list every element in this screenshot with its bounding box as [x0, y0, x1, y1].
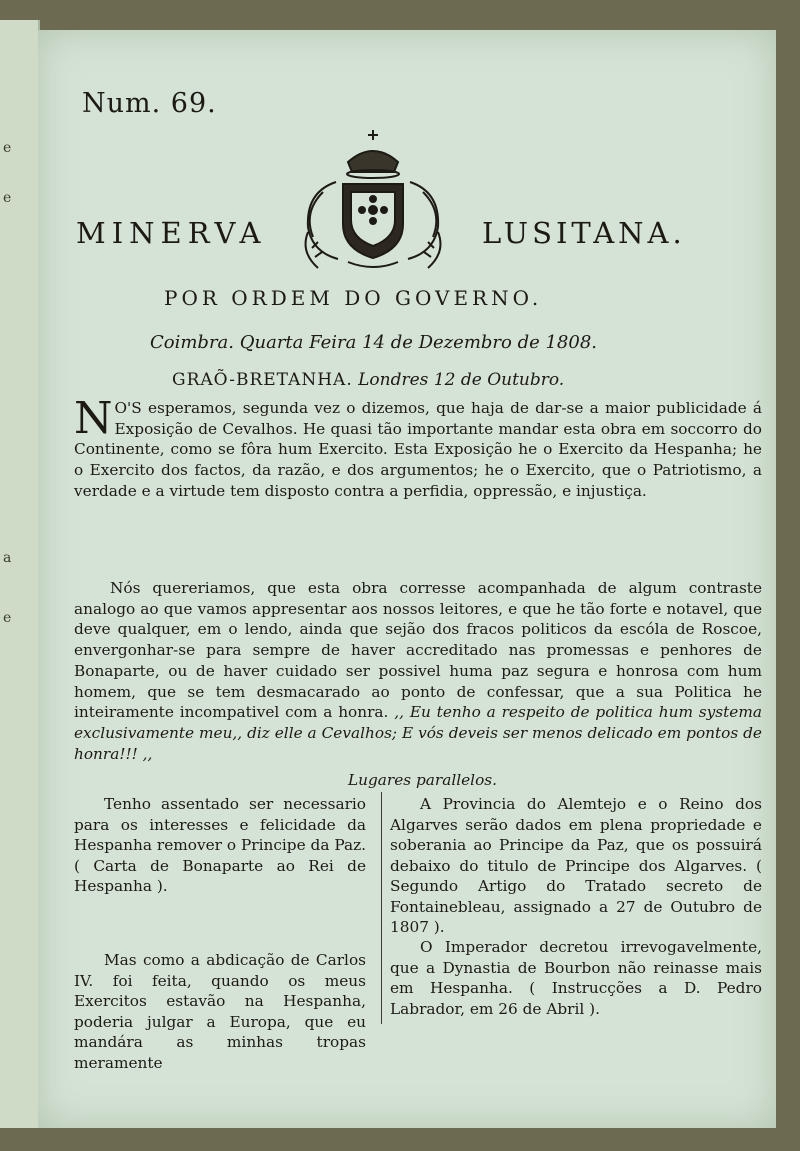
facing-page-fragment: e: [3, 140, 12, 156]
facing-page-edge: [0, 20, 40, 1128]
right-column-paragraph-1: A Provincia do Alemtejo e o Reino dos Algarves serão dados em plena propriedade e soberania ao Principe da Paz, que os possuirá debaixo do titulo de Principe dos Algarves. ( Segundo Artigo do Tratado secreto de Fontainebleau, assignado a 27 de Outubro de 1807 ).: [390, 795, 762, 936]
masthead-title-right: LUSITANA.: [482, 216, 686, 250]
drop-cap: N: [74, 393, 113, 444]
left-column-paragraph-1: Tenho assentado ser necessario para os interesses e felicidade da Hespanha remover o Principe da Paz. ( Carta de Bonaparte ao Rei de Hespanha ).: [74, 795, 366, 895]
paragraph-1-text: O'S esperamos, segunda vez o dizemos, que haja de dar-se a maior publicidade á Exposição de Cevalhos. He quasi tão importante mandar esta obra em soccorro do Continente, como se fôra hum Exercito. Esta Exposição he o Exercito da Hespanha; he o Exercito dos factos, da razão, e dos argumentos; he o Exercito, que o Patriotismo, a verdade e a virtude tem disposto contra a perfidia, oppressão, e injustiça.: [74, 399, 762, 500]
paragraph-2-text: Nós quereriamos, que esta obra corresse acompanhada de algum contraste analogo ao que vamos appresentar aos nossos leitores, e que he tão forte e notavel, que deve qualquer, em o lendo, ainda que sejão dos fracos politicos da escóla de Roscoe, envergonhar-se para sempre de haver accreditado nas promessas e penhores de Bonaparte, ou de haver cuidado ser possivel huma paz segura e honrosa com hum homem, que se tem desmacarado ao ponto de confessar, que a sua Politica he inteiramente incompativel com a honra.: [74, 579, 762, 722]
parallels-heading: Lugares parallelos.: [348, 771, 497, 789]
facing-page-fragment: e: [3, 610, 12, 626]
section-place-date: Londres 12 de Outubro.: [358, 370, 565, 390]
facing-page-fragment: a: [3, 550, 12, 566]
facing-page-fragment: e: [3, 190, 12, 206]
section-heading: [172, 370, 564, 390]
issue-number: Num. 69.: [82, 88, 217, 119]
masthead-subtitle: POR ORDEM DO GOVERNO.: [164, 286, 543, 310]
masthead-title-left: MINERVA: [76, 216, 267, 250]
left-column-paragraph-2: Mas como a abdicação de Carlos IV. foi feita, quando os meus Exercitos estavão na Hespanha, poderia julgar a Europa, que eu mandára as minhas tropas meramente: [74, 951, 366, 1072]
paragraph-2-quote: ,, Eu tenho a respeito de politica hum systema exclusivamente meu,, diz elle a Cevalhos; E vós deveis ser menos delicado em pontos de honra!!! ,,: [74, 703, 762, 763]
article-paragraph-2: [74, 578, 762, 764]
royal-coat-of-arms-icon: [278, 122, 468, 272]
dateline: Coimbra. Quarta Feira 14 de Dezembro de 1808.: [150, 332, 598, 353]
newspaper-page: [38, 30, 776, 1128]
section-country: GRAÕ-BRETANHA.: [172, 370, 353, 390]
column-divider: [381, 792, 382, 1024]
right-column-paragraph-2: O Imperador decretou irrevogavelmente, que a Dynastia de Bourbon não reinasse mais em Hespanha. ( Instrucções a D. Pedro Labrador, em 26 de Abril ).: [390, 938, 762, 1018]
article-paragraph-1: [74, 393, 762, 502]
